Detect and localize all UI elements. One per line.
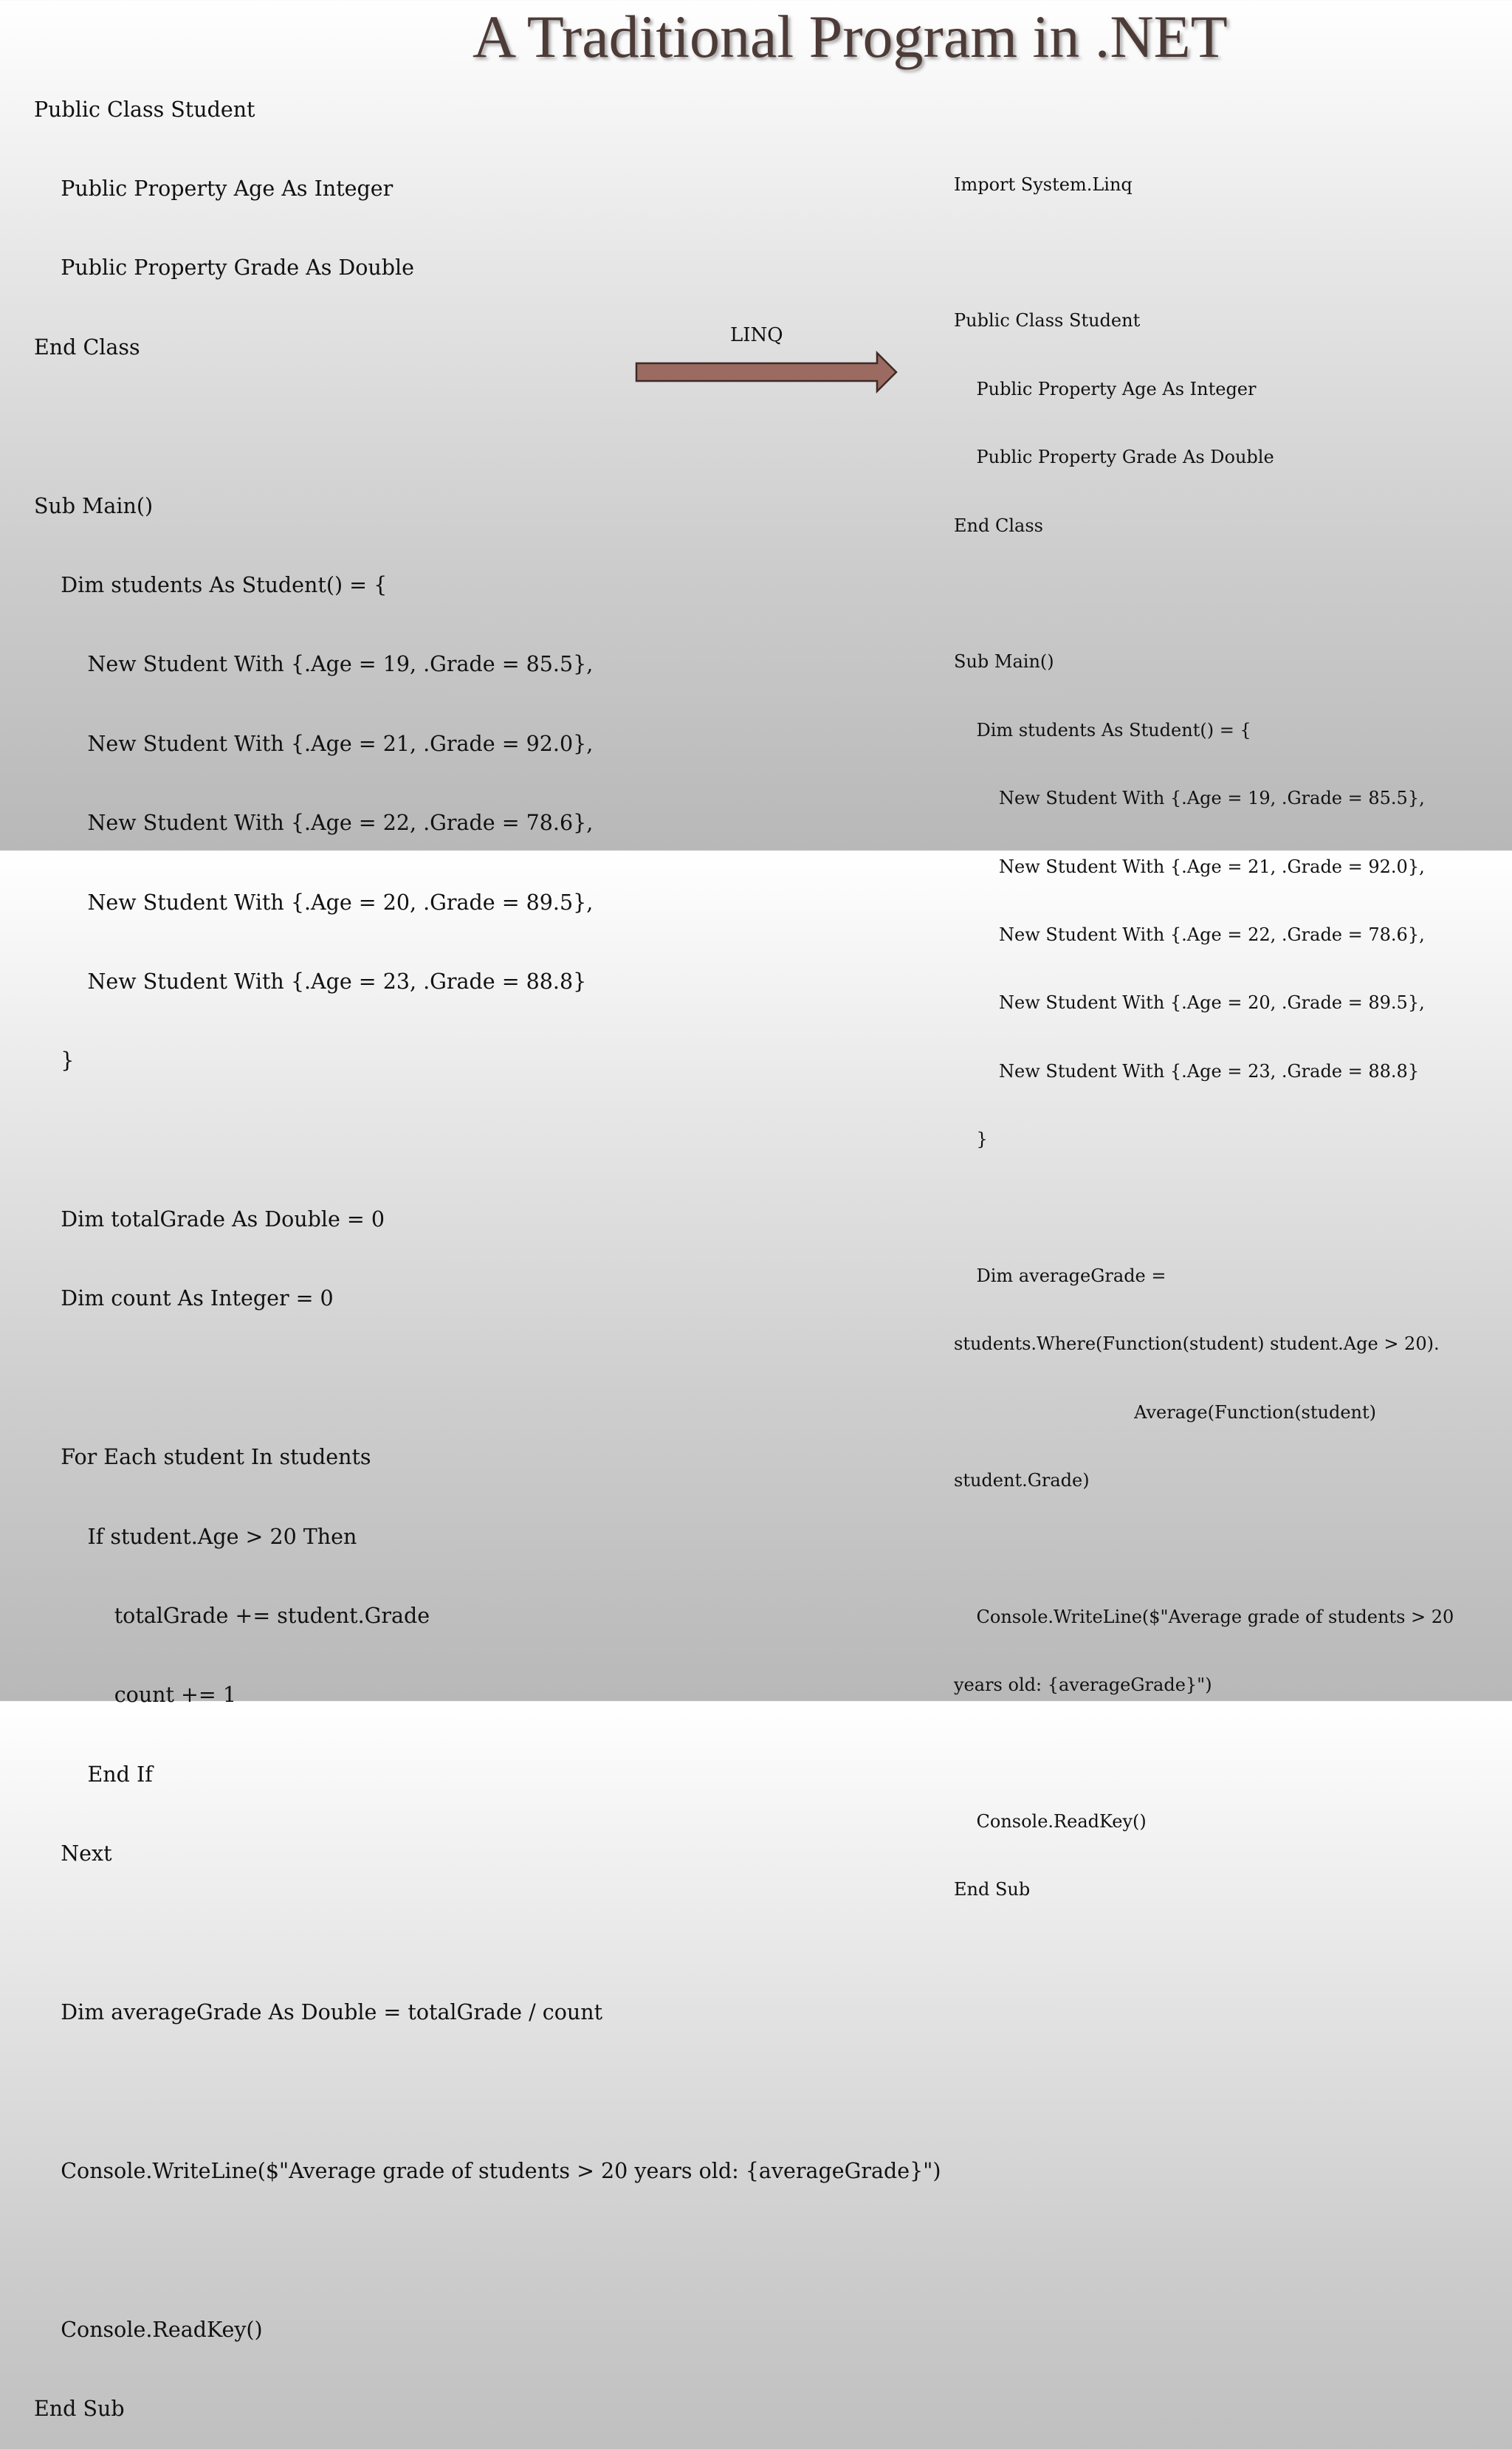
code-line: } — [954, 1129, 988, 1150]
code-line: New Student With {.Age = 21, .Grade = 92.0}, — [34, 731, 594, 756]
slide-title: A Traditional Program in .NET — [472, 3, 1228, 70]
code-line: Sub Main() — [34, 493, 154, 518]
code-line: New Student With {.Age = 19, .Grade = 85.5}, — [34, 652, 594, 677]
code-line: New Student With {.Age = 22, .Grade = 78.6}, — [954, 924, 1425, 945]
code-line: Console.ReadKey() — [954, 1810, 1147, 1832]
code-line — [34, 2237, 941, 2264]
code-line: years old: {averageGrade}") — [954, 1675, 1212, 1696]
code-line: Sub Main() — [954, 651, 1054, 673]
code-line: Console.WriteLine($"Average grade of students > 20 — [954, 1606, 1454, 1627]
linq-code-block — [954, 128, 1454, 1924]
traditional-code-block — [34, 44, 941, 2449]
code-line: If student.Age > 20 Then — [34, 1524, 357, 1549]
code-line: Public Property Grade As Double — [954, 447, 1274, 468]
code-line: Dim averageGrade As Double = totalGrade / count — [34, 1999, 603, 2024]
code-line: student.Grade) — [954, 1470, 1090, 1491]
code-line: New Student With {.Age = 23, .Grade = 88.8} — [954, 1060, 1420, 1082]
arrow-shape — [636, 353, 896, 391]
code-line: Public Property Age As Integer — [954, 378, 1257, 399]
code-line: Dim totalGrade As Double = 0 — [34, 1207, 385, 1232]
code-line — [954, 1196, 1454, 1219]
code-line: totalGrade += student.Grade — [34, 1604, 430, 1629]
code-line: End If — [34, 1762, 153, 1787]
code-line: Average(Function(student) — [954, 1401, 1377, 1423]
code-line: End Class — [34, 334, 140, 360]
code-line: End Sub — [34, 2396, 125, 2421]
right-arrow-icon — [635, 350, 898, 394]
code-line — [954, 583, 1454, 605]
code-line: Import System.Linq — [954, 174, 1133, 195]
code-line: New Student With {.Age = 22, .Grade = 78.6}, — [34, 811, 594, 836]
code-line — [34, 1920, 941, 1947]
code-line: students.Where(Function(student) student.Age > 20). — [954, 1333, 1440, 1355]
code-line: New Student With {.Age = 19, .Grade = 85.5}, — [954, 788, 1425, 809]
code-line: New Student With {.Age = 23, .Grade = 88.8} — [34, 969, 587, 994]
code-line: Dim students As Student() = { — [34, 572, 388, 597]
code-line: Console.WriteLine($"Average grade of students > 20 years old: {averageGrade}") — [34, 2158, 941, 2183]
code-line: Next — [34, 1841, 112, 1866]
code-line — [954, 1537, 1454, 1560]
arrow-label: LINQ — [730, 324, 783, 346]
code-line: New Student With {.Age = 21, .Grade = 92.0}, — [954, 856, 1425, 877]
code-line: Dim students As Student() = { — [954, 719, 1251, 741]
code-line: For Each student In students — [34, 1445, 371, 1470]
code-line — [34, 2078, 941, 2105]
code-line — [34, 413, 941, 440]
code-line — [954, 1742, 1454, 1765]
code-line — [34, 1365, 941, 1392]
code-line: Console.ReadKey() — [34, 2317, 263, 2342]
code-line: End Sub — [954, 1879, 1031, 1900]
code-line: Dim averageGrade = — [954, 1265, 1166, 1286]
code-line: Public Property Grade As Double — [34, 255, 414, 281]
code-line: End Class — [954, 515, 1043, 536]
code-line: New Student With {.Age = 20, .Grade = 89.5}, — [34, 890, 594, 915]
code-line: } — [34, 1048, 75, 1074]
code-line: count += 1 — [34, 1683, 237, 1708]
code-line — [34, 1127, 941, 1154]
code-line: Public Class Student — [34, 97, 255, 122]
code-line: Dim count As Integer = 0 — [34, 1286, 334, 1311]
code-line — [954, 241, 1454, 264]
code-line: New Student With {.Age = 20, .Grade = 89.5}, — [954, 992, 1425, 1014]
code-line: Public Class Student — [954, 310, 1141, 332]
code-line: Public Property Age As Integer — [34, 176, 394, 201]
